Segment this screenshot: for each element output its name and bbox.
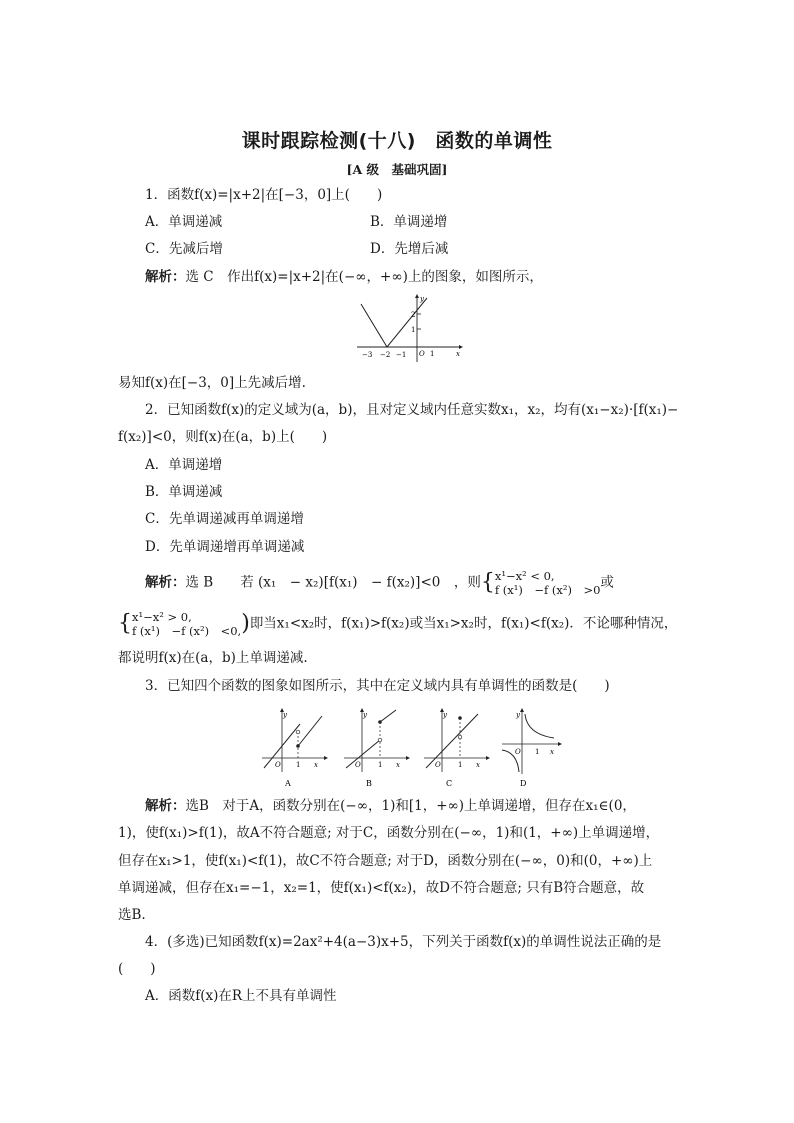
q2-option-d: D．先单调递增再单调递减 [145, 539, 305, 555]
solution-label: 解析： [145, 269, 186, 285]
q3-graph-d [498, 706, 570, 790]
q2-solution-line2 [118, 610, 677, 638]
q1-option-b: B．单调递增 [370, 214, 448, 230]
tick-1: 1 [378, 761, 383, 769]
x-axis-label: x [396, 761, 400, 769]
q1-abs-graph [355, 292, 465, 364]
q4-option-a: A．函数f(x)在R上不具有单调性 [145, 988, 337, 1004]
x-axis-label: x [314, 761, 318, 769]
inequality-system-2 [132, 610, 241, 638]
q1-stem: 1．函数f(x)=|x+2|在[−3，0]上( ) [145, 187, 383, 203]
brace-right: ) [241, 611, 250, 636]
graph-label-a: A [285, 779, 291, 788]
solution-text: 选 C 作出f(x)=|x+2|在(−∞，+∞)上的图象，如图所示， [185, 269, 543, 285]
q1-conclusion: 易知f(x)在[−3，0]上先减后增. [118, 375, 306, 391]
q3-stem: 3．已知四个函数的图象如图所示，其中在定义域内具有单调性的函数是( ) [145, 678, 610, 694]
tick-1: 1 [535, 748, 540, 756]
graph-label-c: C [446, 779, 453, 788]
system-row: x¹−x² > 0, [132, 610, 192, 624]
x-tick-neg3: −3 [362, 351, 373, 359]
x-tick-1: 1 [430, 350, 435, 358]
solution-text: 即当x₁<x₂时，f(x₁)>f(x₂)或当x₁>x₂时，f(x₁)<f(x₂)．不论哪种情况， [249, 615, 678, 632]
section-heading: [A 级 基础巩固] [346, 162, 448, 177]
tick-1: 1 [296, 761, 301, 769]
x-tick-neg2: −2 [380, 351, 391, 359]
y-axis-label: y [516, 711, 520, 719]
q3-solution-line4: 单调递减，但存在x₁=−1，x₂=1，使f(x₁)<f(x₂)，故D不符合题意; 只有B符合题意，故 [118, 880, 645, 896]
origin-label: O [275, 761, 281, 769]
q2-stem-line1: 2．已知函数f(x)的定义域为(a，b)，且对定义域内任意实数x₁，x₂，均有(x₁−x₂)·[f(x₁)− [145, 402, 679, 418]
q4-stem-line1: 4．(多选)已知函数f(x)=2ax²+4(a−3)x+5，下列关于函数f(x)的单调性说法正确的是 [145, 934, 662, 950]
y-axis-label: y [283, 711, 287, 719]
inequality-system-1 [495, 569, 601, 597]
x-axis-label: x [550, 748, 554, 756]
system-row: x¹−x² < 0, [494, 569, 555, 583]
q3-solution-line1 [145, 796, 636, 816]
q2-solution-line3: 都说明f(x)在(a，b)上单调递减. [118, 650, 308, 666]
solution-label: 解析： [145, 798, 186, 814]
origin-label: O [435, 761, 441, 769]
q3-graph-b [340, 706, 412, 790]
y-axis-label: y [420, 295, 424, 303]
tick-1: 1 [458, 761, 463, 769]
q2-solution-line1 [145, 569, 614, 597]
q1-solution [145, 267, 543, 287]
system-row: f (x¹) −f (x²) <0, [132, 624, 242, 638]
origin-label: O [419, 350, 425, 358]
q2-option-c: C．先单调递减再单调递增 [145, 511, 304, 527]
graph-label-d: D [520, 779, 527, 788]
x-axis-label: x [476, 761, 480, 769]
system-row: f (x¹) −f (x²) >0 [494, 583, 601, 597]
q3-solution-line2: 1)，使f(x₁)>f(1)，故A不符合题意; 对于C，函数分别在(−∞，1)和(1，+∞)上单调递增， [118, 825, 660, 841]
q3-solution-line3: 但存在x₁>1，使f(x₁)<f(1)，故C不符合题意; 对于D，函数分别在(−∞，0)和(0，+∞)上 [118, 853, 653, 869]
q2-stem-line2: f(x₂)]<0，则f(x)在(a，b)上( ) [118, 429, 328, 445]
origin-label: O [515, 748, 521, 756]
q3-solution-line5: 选B. [118, 907, 146, 923]
origin-label: O [355, 761, 361, 769]
q1-option-a: A．单调递减 [145, 214, 223, 230]
q2-option-b: B．单调递减 [145, 484, 223, 500]
brace-left: { [118, 611, 132, 636]
or-word: 或 [600, 574, 614, 591]
y-axis-label: y [363, 711, 367, 719]
page-title: 课时跟踪检测(十八) 函数的单调性 [241, 130, 553, 152]
q1-option-d: D．先增后减 [370, 241, 449, 257]
q4-stem-line2: ( ) [118, 961, 156, 977]
y-tick-1: 1 [411, 326, 416, 334]
q2-option-a: A．单调递增 [145, 457, 223, 473]
y-tick-2: 2 [411, 311, 416, 319]
y-axis-label: y [443, 711, 447, 719]
q1-option-c: C．先减后增 [145, 241, 223, 257]
x-tick-neg1: −1 [396, 351, 407, 359]
solution-text: 选 B 若 (x₁ − x₂)[f(x₁) − f(x₂)]<0 ，则 [185, 574, 481, 591]
q3-graph-c [420, 706, 492, 790]
solution-label: 解析： [145, 574, 186, 591]
solution-text: 选B 对于A，函数分别在(−∞，1)和[1，+∞)上单调递增，但存在x₁∈(0， [185, 798, 636, 814]
x-axis-label: x [456, 350, 460, 358]
graph-label-b: B [366, 779, 372, 788]
q3-graph-a [258, 706, 330, 790]
brace-left: { [480, 570, 495, 595]
